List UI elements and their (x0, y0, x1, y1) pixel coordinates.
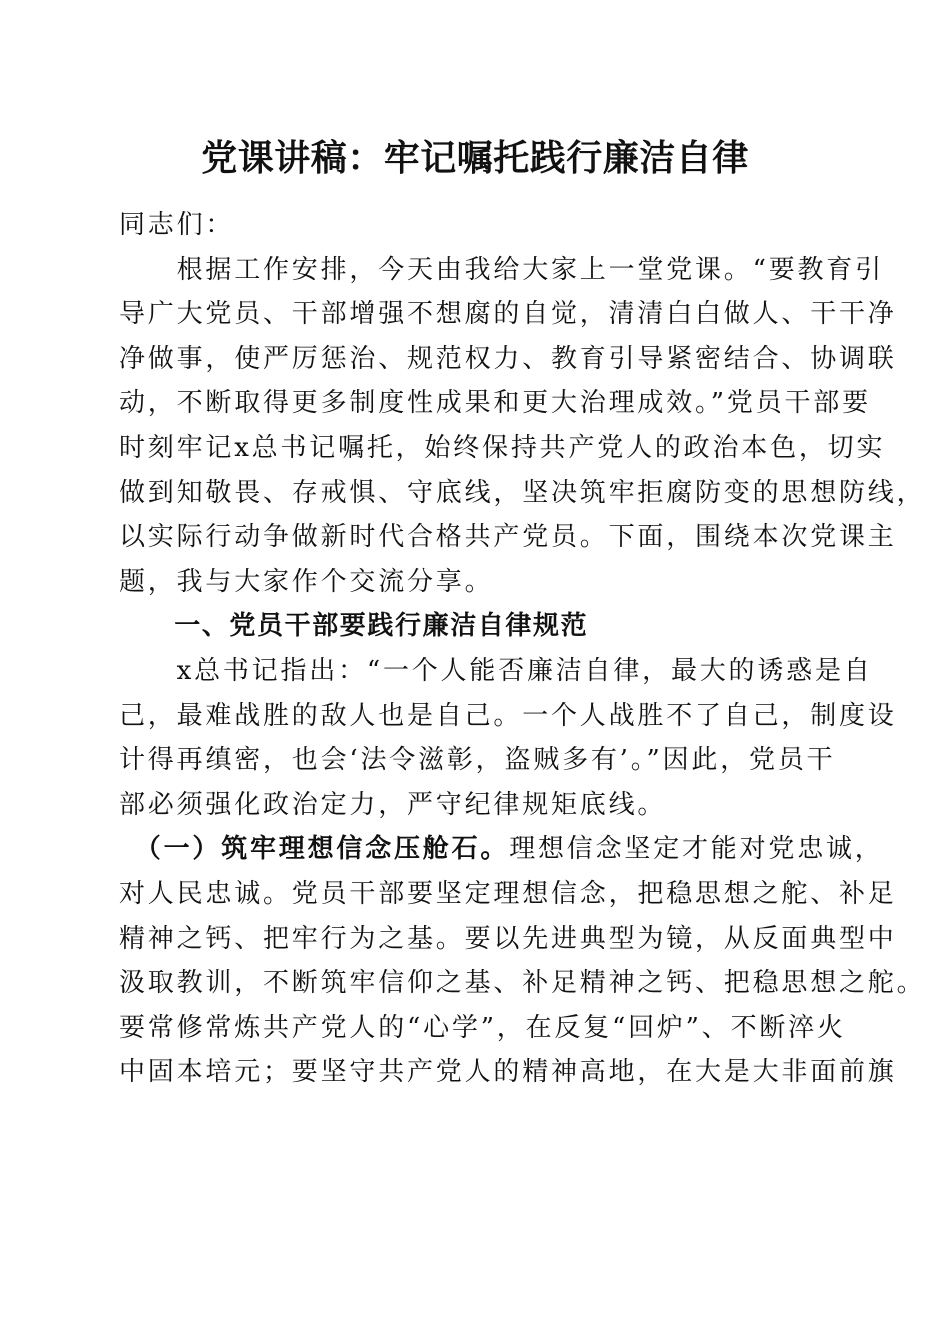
document-body (119, 203, 926, 1095)
section-heading: 一、党员干部要践行廉洁自律规范 (119, 611, 589, 642)
paragraph-line: 中固本培元；要坚守共产党人的精神高地，在大是大非面前旗 (119, 1057, 897, 1088)
paragraph-line: 汲取教训，不断筑牢信仰之基、补足精神之钙、把稳思想之舵。 (119, 968, 926, 999)
paragraph-line: 对人民忠诚。党员干部要坚定理想信念，把稳思想之舵、补足 (119, 878, 897, 909)
document-title: 党课讲稿：牢记嘱托践行廉洁自律 (201, 138, 749, 179)
paragraph-line: 己，最难战胜的敌人也是自己。一个人战胜不了自己，制度设 (119, 700, 897, 731)
paragraph-line: 做到知敬畏、存戒惧、守底线，坚决筑牢拒腐防变的思想防线， (119, 477, 926, 508)
paragraph-line: 题，我与大家作个交流分享。 (119, 566, 494, 597)
salutation: 同志们： (119, 210, 235, 240)
paragraph-line: 精神之钙、把牢行为之基。要以先进典型为镜，从反面典型中 (119, 923, 897, 954)
paragraph-line: 时刻牢记x总书记嘱托，始终保持共产党人的政治本色，切实 (119, 432, 886, 463)
paragraph-line: 计得再缜密，也会‘法令滋彰，盗贼多有’。”因此，党员干 (119, 745, 836, 776)
paragraph-line (119, 827, 884, 872)
paragraph-line: 净做事，使严厉惩治、规范权力、教育引导紧密结合、协调联 (119, 343, 897, 374)
paragraph-line: 部必须强化政治定力，严守纪律规矩底线。 (119, 789, 667, 820)
paragraph-line: 以实际行动争做新时代合格共产党员。下面，围绕本次党课主 (119, 522, 897, 553)
paragraph-line: x总书记指出：“一个人能否廉洁自律，最大的诱惑是自 (119, 655, 873, 686)
paragraph-line: 导广大党员、干部增强不想腐的自觉，清清白白做人、干干净 (119, 299, 897, 330)
paragraph-line: 根据工作安排，今天由我给大家上一堂党课。“要教育引 (119, 254, 884, 285)
paragraph-line: 动，不断取得更多制度性成果和更大治理成效。”党员干部要 (119, 388, 871, 419)
subsection-text: 理想信念坚定才能对党忠诚， (509, 834, 884, 865)
paragraph-line: 要常修常炼共产党人的“心学”，在反复“回炉”、不断淬火 (119, 1012, 846, 1043)
subsection-heading: （一）筑牢理想信念压舱石。 (119, 834, 510, 865)
